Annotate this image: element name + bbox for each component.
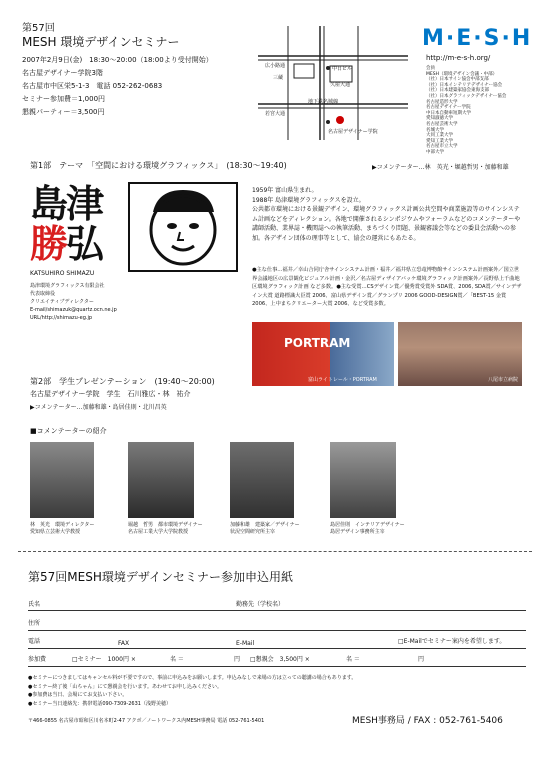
- party-yen-label: 円: [418, 656, 425, 663]
- hospital-photo: 八尾市立病院: [398, 322, 522, 386]
- speaker-bio: 1959年 富山県生まれ。 1988年 島津環境グラフィックスを設立。 公共都市環境における景観デザイン、環境グラフィックス計画公共空間や商業施設等のサインシステム計画などをディレクション。各地で開催されるシンポジウムやフォーラムなどのコメンテーターや講師活動、業界誌・機関誌への執筆活動、まちづくり問題、景観審議会等などの委員会活動への参加。各デザイン団体の理事等として、協会の運営にもあたる。: [252, 187, 521, 242]
- form-title: 第57回MESH環境デザインセミナー参加申込用紙: [28, 570, 294, 584]
- commentator-caption-1: 林 英光 環境ディレクター 愛知県立芸術大学教授: [30, 522, 95, 535]
- form-label-email: E-Mail: [236, 640, 255, 647]
- party-fee: 懇親パーティー＝3,500円: [22, 108, 105, 116]
- seminar-checkbox[interactable]: □セミナー 1000円 ×: [72, 656, 136, 663]
- form-label-fee: 参加費: [28, 656, 47, 663]
- speaker-affiliation: 島津環境グラフィックス有限会社 代表取締役 クリエイティブディレクター E-mail/shimazuk@quartz.ocn.ne.jp URL/http://shimazu-eg.jp: [30, 283, 117, 321]
- speaker-name-graphic: 島津 勝弘: [30, 182, 103, 266]
- form-label-name: 氏名: [28, 601, 41, 608]
- seminar-yen-label: 円: [234, 656, 241, 663]
- speaker-name-en: KATSUHIRO SHIMAZU: [30, 270, 95, 277]
- party-checkbox[interactable]: □懇親会 3,500円 ×: [250, 656, 310, 663]
- member-list: 会員 MESH（環境デザイン会議・中部） （社）日本サイン協会中部支部 （社）日本インテリアデザイナー協会 （社）日本建築家協会東海支部 （社）日本グラフィックデザイナー協会 名古屋造形大学 名古屋デザイナー学院 中日本自動車短期大学 愛知淑徳大学 名古屋芸術大学 名城大学 大同工業大学 愛知工業大学 名古屋市立大学 中部大学: [426, 66, 507, 155]
- mesh-url[interactable]: http://m-e-s-h.org/: [426, 54, 491, 62]
- map-label-hisaya: 久屋大通: [330, 82, 351, 88]
- form-label-fax: FAX: [118, 640, 130, 647]
- form-notes: ●セミナーにつきましてはキャンセル料が不要ですので、事前に申込みをお願いします。申込みなしで来場の方は立っての聴講の場合もあります。 ●セミナー終了後「山ちゃん」にて懇親会を行います。あわせてお申し込みください。 ●参加費は当日、会場にてお支払い下さい。 ●セミナー当日連絡先：携帯電話090-7309-2631（浅野美穂）: [28, 675, 357, 707]
- event-address: 名古屋市中区栄5-1-3 電話 052-262-0683: [22, 82, 163, 90]
- form-label-phone: 電話: [28, 638, 41, 645]
- map-label-hirokoji: 広小路通: [265, 63, 286, 69]
- speaker-works: ●主な仕事…福井／幸山合同庁舎サインシステム計画・福井／福井県立恐竜博物館サインシステム計画案外／国立世界会議地区の広景観化ビジュアル計画・金沢／名古屋ディザイアバッケ環境グラフィック計画案外／長野県上千曲地区環境グラフィック計画 など多数。●主な受賞…CSデザイン賞／優秀賞受賞外 SDA賞、2006, SDA賞／サインデザイン大賞 道路標識大臣賞 2006、富山県デザイン賞／グランプリ 2006 GOOD-DESIGN賞／「BEST-15 金賞 2006、上中まちクリエーター大賞 2006、など受賞多数。: [252, 267, 522, 307]
- map-label-chunichi: 中日ビル: [332, 66, 353, 72]
- speaker-caricature: [128, 182, 238, 272]
- portram-photo: PORTRAM 富山ライトレール・PORTRAM: [252, 322, 394, 386]
- event-venue: 名古屋デザイナー学院3階: [22, 69, 103, 77]
- form-label-workplace: 勤務先（学校名）: [236, 601, 285, 608]
- footer-address: 〒466-0855 名古屋市昭和区川名本町2-47 アクボ／ノートワークス内MESH事務局 電話 052-761-5401: [28, 718, 265, 724]
- map-label-meijo: 地下鉄名城線: [308, 99, 339, 105]
- edition-label: 第57回: [22, 23, 55, 34]
- mesh-logo: M·E·S·H: [422, 26, 533, 51]
- commentator-caption-4: 島居佳則 インテリアデザイナー 島居デザイン事務所主宰: [330, 522, 405, 535]
- event-datetime: 2007年2月9日(金) 18:30〜20:00（18:00より受付開始）: [22, 56, 213, 64]
- form-row-name[interactable]: [28, 610, 526, 611]
- party-count-label: 名 ＝: [346, 656, 360, 663]
- form-row-contact[interactable]: [28, 648, 526, 649]
- map-label-sanzo: 三蔵: [273, 75, 284, 81]
- cut-line: [18, 551, 532, 552]
- part1-commentators: ▶コメンテーター…林 英光・堀越哲男・加藤和雄: [372, 164, 509, 171]
- form-row-fee[interactable]: [28, 666, 526, 667]
- seminar-count-label: 名 ＝: [170, 656, 184, 663]
- map-label-wakamiya: 若宮大通: [265, 111, 286, 117]
- commentator-photo-3: [230, 442, 294, 518]
- seminar-fee: セミナー参加費＝1,000円: [22, 95, 106, 103]
- footer-fax: MESH事務局 / FAX : 052-761-5406: [352, 716, 503, 726]
- part2-commentators: ▶コメンテーター…加藤和雄・島居佳則・北川昌英: [30, 404, 167, 411]
- commentator-photo-4: [330, 442, 396, 518]
- email-opt-in-checkbox[interactable]: □E-Mailでセミナー案内を希望します。: [398, 638, 506, 645]
- commentator-caption-3: 加藤和雄 建築家／デザイナー 状況空間研究所主宰: [230, 522, 300, 535]
- form-row-address[interactable]: [28, 630, 526, 631]
- commentator-photo-2: [128, 442, 194, 518]
- form-label-address: 住所: [28, 620, 41, 627]
- commentator-photo-1: [30, 442, 94, 518]
- commentator-caption-2: 堀越 哲男 都市環境デザイナー 名古屋工業大学大学院教授: [128, 522, 203, 535]
- commentators-heading: ■コメンテーターの紹介: [30, 427, 107, 435]
- map-label-school: 名古屋デザイナー学院: [328, 129, 378, 135]
- seminar-title: MESH 環境デザインセミナー: [22, 35, 180, 49]
- part2-students: 名古屋デザイナー学院 学生 石川雅広・林 祐介: [30, 390, 191, 398]
- part1-heading: 第1部 テーマ 「空間における環境グラフィックス」 (18:30〜19:40): [30, 161, 287, 170]
- part2-heading: 第2部 学生プレゼンテーション (19:40〜20:00): [30, 377, 215, 386]
